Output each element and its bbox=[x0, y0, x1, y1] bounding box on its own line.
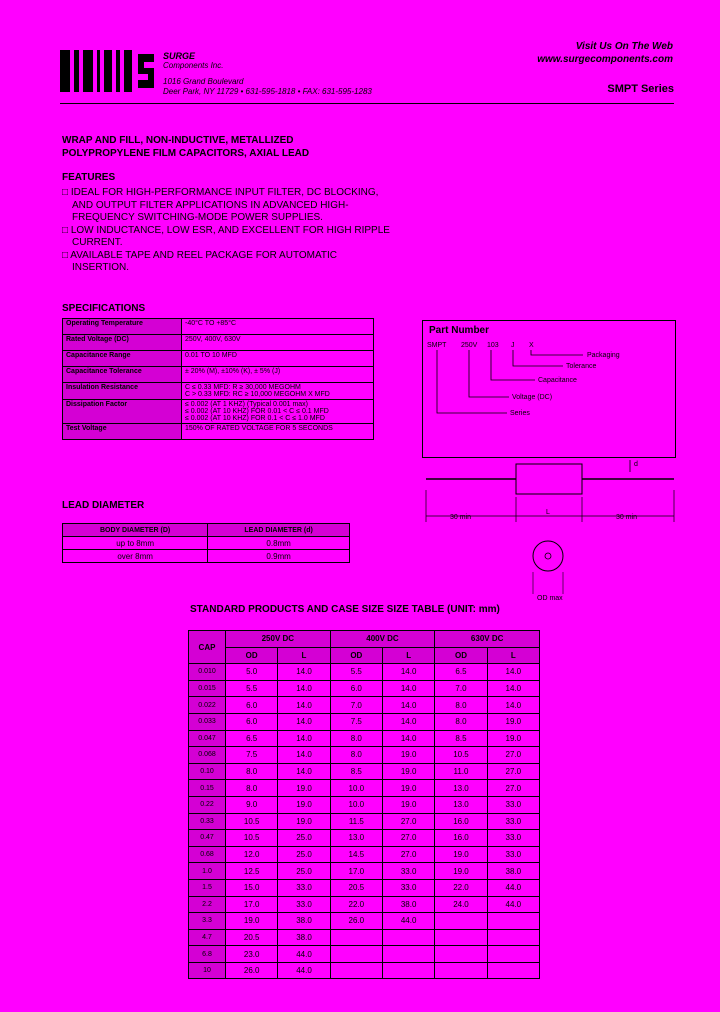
cap-cell: 2.2 bbox=[189, 896, 226, 913]
pn-code-pack: X bbox=[529, 342, 534, 349]
dim-cell: 7.5 bbox=[330, 713, 382, 730]
dim-cell: 13.0 bbox=[330, 830, 382, 847]
cap-cell: 0.10 bbox=[189, 763, 226, 780]
dim-cell: 14.0 bbox=[382, 730, 434, 747]
cap-cell: 6.8 bbox=[189, 946, 226, 963]
capacitor-body bbox=[516, 464, 582, 494]
dim-cell: 44.0 bbox=[382, 913, 434, 930]
lead-col-header: BODY DIAMETER (D) bbox=[63, 524, 208, 537]
group-630v: 630V DC bbox=[435, 631, 540, 648]
dim-body-diameter: OD max bbox=[537, 595, 563, 602]
group-250v: 250V DC bbox=[226, 631, 331, 648]
pn-code-tol: J bbox=[511, 342, 515, 349]
spec-value: C ≤ 0.33 MFD: R ≥ 30,000 MEGOHM C > 0.33 MFD: RC ≥ 10,000 MEGOHM X MFD bbox=[182, 383, 374, 400]
dim-cell: 8.0 bbox=[330, 730, 382, 747]
web-url[interactable]: www.surgecomponents.com bbox=[537, 54, 673, 65]
company-sub: Components Inc. bbox=[163, 61, 224, 70]
table-row bbox=[189, 896, 540, 913]
sub-header: L bbox=[278, 647, 330, 664]
spec-label: Capacitance Range bbox=[63, 351, 182, 367]
dim-cell bbox=[435, 946, 487, 963]
dim-cell: 33.0 bbox=[487, 813, 539, 830]
dim-cell: 19.0 bbox=[278, 780, 330, 797]
cap-cell: 10 bbox=[189, 962, 226, 979]
dim-cell: 27.0 bbox=[487, 747, 539, 764]
table-row bbox=[63, 550, 350, 563]
dim-cell bbox=[330, 946, 382, 963]
dim-cell: 6.0 bbox=[226, 713, 278, 730]
spec-row bbox=[63, 367, 374, 383]
dim-cell: 38.0 bbox=[487, 863, 539, 880]
dim-cell: 13.0 bbox=[435, 780, 487, 797]
spec-value: 150% OF RATED VOLTAGE FOR 5 SECONDS bbox=[182, 424, 374, 440]
dim-cell: 7.0 bbox=[330, 697, 382, 714]
dim-cell: 8.5 bbox=[330, 763, 382, 780]
table-row bbox=[189, 730, 540, 747]
pn-code-cap: 103 bbox=[487, 342, 499, 349]
cap-cell: 0.47 bbox=[189, 830, 226, 847]
sub-header: OD bbox=[330, 647, 382, 664]
dim-cell: 10.5 bbox=[226, 813, 278, 830]
products-table-body bbox=[189, 664, 540, 979]
dim-right-lead: 30 min bbox=[616, 514, 638, 521]
company-address: 1016 Grand Boulevard bbox=[163, 77, 244, 86]
company-info bbox=[163, 51, 372, 97]
table-row bbox=[189, 747, 540, 764]
dim-cell: 27.0 bbox=[382, 830, 434, 847]
dim-cell: 38.0 bbox=[278, 929, 330, 946]
dim-cell: 24.0 bbox=[435, 896, 487, 913]
table-row bbox=[189, 780, 540, 797]
spec-label: Dissipation Factor bbox=[63, 400, 182, 424]
dim-cell bbox=[382, 946, 434, 963]
header-divider bbox=[60, 103, 674, 104]
dim-cell: 14.5 bbox=[330, 846, 382, 863]
dim-cell: 7.0 bbox=[435, 680, 487, 697]
dim-cell: 44.0 bbox=[487, 879, 539, 896]
cap-cell: 0.33 bbox=[189, 813, 226, 830]
dim-cell: 14.0 bbox=[278, 730, 330, 747]
table-row bbox=[189, 763, 540, 780]
pn-label-packaging: Packaging bbox=[587, 352, 620, 359]
dim-cell bbox=[435, 913, 487, 930]
dim-left-lead: 30 min bbox=[450, 514, 472, 521]
table-row bbox=[189, 680, 540, 697]
table-row bbox=[189, 929, 540, 946]
cap-cell: 3.3 bbox=[189, 913, 226, 930]
dim-cell: 26.0 bbox=[330, 913, 382, 930]
table-row bbox=[189, 664, 540, 681]
dim-cell: 19.0 bbox=[382, 780, 434, 797]
dim-cell: 16.0 bbox=[435, 830, 487, 847]
dim-cell: 14.0 bbox=[487, 664, 539, 681]
pn-label-capacitance: Capacitance bbox=[538, 377, 577, 384]
dim-cell: 8.0 bbox=[435, 697, 487, 714]
dim-cell: 8.0 bbox=[330, 747, 382, 764]
cap-cell: 0.033 bbox=[189, 713, 226, 730]
dim-cell: 20.5 bbox=[330, 879, 382, 896]
dim-cell: 27.0 bbox=[487, 763, 539, 780]
dim-cell: 19.0 bbox=[382, 747, 434, 764]
dim-cell bbox=[435, 962, 487, 979]
dim-cell bbox=[330, 962, 382, 979]
spec-label: Operating Temperature bbox=[63, 319, 182, 335]
dim-cell: 8.0 bbox=[226, 763, 278, 780]
dim-cell: 16.0 bbox=[435, 813, 487, 830]
series-title: SMPT Series bbox=[607, 83, 674, 95]
dim-cell: 7.5 bbox=[226, 747, 278, 764]
dim-cell: 22.0 bbox=[330, 896, 382, 913]
products-table bbox=[188, 630, 540, 979]
dim-cell: 38.0 bbox=[382, 896, 434, 913]
dim-cell bbox=[382, 962, 434, 979]
cap-cell: 1.5 bbox=[189, 879, 226, 896]
pn-label-voltage: Voltage (DC) bbox=[512, 394, 553, 401]
table-row bbox=[189, 830, 540, 847]
spec-value: ≤ 0.002 (AT 1 KHZ) (Typical 0.001 max) ≤ 0.002 (AT 10 KHZ) FOR 0.01 < C ≤ 0.1 MFD ≤ 0.002 (AT 10 KHZ) FOR 0.1 < C ≤ 1.0 MFD bbox=[182, 400, 374, 424]
dim-cell: 14.0 bbox=[382, 713, 434, 730]
lead-col-header: LEAD DIAMETER (d) bbox=[208, 524, 350, 537]
sub-header: L bbox=[487, 647, 539, 664]
dim-cell: 25.0 bbox=[278, 830, 330, 847]
dim-cell: 10.5 bbox=[226, 830, 278, 847]
dim-cell: 33.0 bbox=[487, 796, 539, 813]
col-cap: CAP bbox=[189, 631, 226, 664]
dim-cell: 15.0 bbox=[226, 879, 278, 896]
dim-cell: 33.0 bbox=[278, 879, 330, 896]
feature-item: □ AVAILABLE TAPE AND REEL PACKAGE FOR AUTOMATIC INSERTION. bbox=[62, 249, 338, 273]
dim-cell: 10.0 bbox=[330, 780, 382, 797]
lead-cell: 0.8mm bbox=[208, 537, 350, 550]
dim-lead-d: d bbox=[634, 461, 638, 468]
spec-row bbox=[63, 424, 374, 440]
dim-cell: 33.0 bbox=[278, 896, 330, 913]
feature-item: □ LOW INDUCTANCE, LOW ESR, AND EXCELLENT FOR HIGH RIPPLE CURRENT. bbox=[62, 224, 390, 248]
cap-cell: 0.068 bbox=[189, 747, 226, 764]
dim-cell: 14.0 bbox=[382, 664, 434, 681]
spec-row bbox=[63, 400, 374, 424]
spec-row bbox=[63, 383, 374, 400]
spec-row bbox=[63, 351, 374, 367]
dim-cell: 17.0 bbox=[226, 896, 278, 913]
cap-cell: 0.68 bbox=[189, 846, 226, 863]
dim-cell: 27.0 bbox=[487, 780, 539, 797]
cap-cell: 0.047 bbox=[189, 730, 226, 747]
pn-label-tolerance: Tolerance bbox=[566, 363, 597, 370]
company-contact: Deer Park, NY 11729 • 631-595-1818 • FAX: 631-595-1283 bbox=[163, 87, 372, 96]
table-row bbox=[189, 796, 540, 813]
spec-value: 250V, 400V, 630V bbox=[182, 335, 374, 351]
cap-cell: 4.7 bbox=[189, 929, 226, 946]
dim-cell: 5.0 bbox=[226, 664, 278, 681]
table-title: STANDARD PRODUCTS AND CASE SIZE SIZE TABLE (UNIT: mm) bbox=[190, 604, 500, 615]
dim-cell: 22.0 bbox=[435, 879, 487, 896]
web-block bbox=[537, 40, 673, 66]
dim-cell: 17.0 bbox=[330, 863, 382, 880]
pn-code-voltage: 250V bbox=[461, 342, 478, 349]
title-line2: POLYPROPYLENE FILM CAPACITORS, AXIAL LEAD bbox=[62, 148, 310, 159]
dim-cell: 19.0 bbox=[278, 796, 330, 813]
feature-item: □ IDEAL FOR HIGH-PERFORMANCE INPUT FILTER, DC BLOCKING, AND OUTPUT FILTER APPLICATIONS IN ADVANCED HIGH-FREQUENCY SWITCHING-MODE POWER SUPPLIES. bbox=[62, 187, 379, 223]
dim-cell bbox=[487, 962, 539, 979]
specs-heading: SPECIFICATIONS bbox=[62, 303, 146, 314]
dim-cell: 14.0 bbox=[278, 697, 330, 714]
dim-cell bbox=[487, 929, 539, 946]
table-row bbox=[189, 697, 540, 714]
spec-row bbox=[63, 335, 374, 351]
dim-cell: 33.0 bbox=[382, 863, 434, 880]
spec-label: Test Voltage bbox=[63, 424, 182, 440]
dim-cell: 8.0 bbox=[226, 780, 278, 797]
group-400v: 400V DC bbox=[330, 631, 435, 648]
dim-cell: 12.5 bbox=[226, 863, 278, 880]
dim-cell: 25.0 bbox=[278, 863, 330, 880]
lead-cell: over 8mm bbox=[63, 550, 208, 563]
company-name: SURGE bbox=[163, 51, 196, 61]
dim-cell: 9.0 bbox=[226, 796, 278, 813]
lead-cell: 0.9mm bbox=[208, 550, 350, 563]
dim-cell: 25.0 bbox=[278, 846, 330, 863]
sub-header: OD bbox=[435, 647, 487, 664]
dim-cell: 19.0 bbox=[382, 796, 434, 813]
company-logo bbox=[60, 50, 156, 92]
table-row bbox=[189, 863, 540, 880]
dim-cell: 14.0 bbox=[382, 680, 434, 697]
part-number-heading: Part Number bbox=[429, 325, 490, 336]
body-cross-section bbox=[533, 541, 563, 571]
dim-body-length: L bbox=[546, 509, 550, 516]
pn-label-series: Series bbox=[510, 410, 530, 417]
sub-header: OD bbox=[226, 647, 278, 664]
spec-label: Rated Voltage (DC) bbox=[63, 335, 182, 351]
dim-cell: 12.0 bbox=[226, 846, 278, 863]
table-row bbox=[189, 946, 540, 963]
dim-cell: 14.0 bbox=[278, 763, 330, 780]
lead-heading: LEAD DIAMETER bbox=[62, 500, 145, 511]
dim-cell: 19.0 bbox=[226, 913, 278, 930]
dim-cell bbox=[487, 946, 539, 963]
dim-cell: 6.5 bbox=[435, 664, 487, 681]
dim-cell: 44.0 bbox=[278, 962, 330, 979]
dim-cell: 19.0 bbox=[435, 846, 487, 863]
table-row bbox=[189, 713, 540, 730]
dim-cell bbox=[330, 929, 382, 946]
dim-cell: 38.0 bbox=[278, 913, 330, 930]
dim-cell: 20.5 bbox=[226, 929, 278, 946]
spec-value: 0.01 TO 10 MFD bbox=[182, 351, 374, 367]
dim-cell: 14.0 bbox=[278, 747, 330, 764]
cap-cell: 0.022 bbox=[189, 697, 226, 714]
cap-cell: 0.15 bbox=[189, 780, 226, 797]
lead-table bbox=[62, 523, 350, 563]
dim-cell: 14.0 bbox=[278, 664, 330, 681]
dim-cell: 10.5 bbox=[435, 747, 487, 764]
spec-row bbox=[63, 319, 374, 335]
dim-cell: 19.0 bbox=[382, 763, 434, 780]
dim-cell: 19.0 bbox=[278, 813, 330, 830]
dim-cell: 14.0 bbox=[487, 680, 539, 697]
dim-cell: 19.0 bbox=[487, 713, 539, 730]
part-number-diagram bbox=[423, 321, 675, 457]
dim-cell: 13.0 bbox=[435, 796, 487, 813]
part-number-box bbox=[422, 320, 676, 458]
dim-cell: 8.0 bbox=[435, 713, 487, 730]
dim-cell: 14.0 bbox=[278, 713, 330, 730]
dim-cell: 44.0 bbox=[487, 896, 539, 913]
dim-cell: 5.5 bbox=[226, 680, 278, 697]
dim-cell: 11.0 bbox=[435, 763, 487, 780]
features-list bbox=[62, 187, 392, 275]
features-heading: FEATURES bbox=[62, 172, 116, 183]
dim-cell bbox=[435, 929, 487, 946]
dim-cell: 19.0 bbox=[435, 863, 487, 880]
dim-cell: 33.0 bbox=[487, 830, 539, 847]
cap-cell: 1.0 bbox=[189, 863, 226, 880]
dim-cell: 6.0 bbox=[330, 680, 382, 697]
title-line1: WRAP AND FILL, NON-INDUCTIVE, METALLIZED bbox=[62, 135, 294, 146]
dim-cell: 8.5 bbox=[435, 730, 487, 747]
dim-cell: 44.0 bbox=[278, 946, 330, 963]
spec-value: ± 20% (M), ±10% (K), ± 5% (J) bbox=[182, 367, 374, 383]
table-row bbox=[189, 913, 540, 930]
dim-cell: 5.5 bbox=[330, 664, 382, 681]
document-title bbox=[62, 134, 309, 160]
dim-cell: 14.0 bbox=[382, 697, 434, 714]
sub-header: L bbox=[382, 647, 434, 664]
table-row bbox=[63, 537, 350, 550]
web-line1: Visit Us On The Web bbox=[575, 41, 673, 52]
dim-cell: 33.0 bbox=[382, 879, 434, 896]
dim-cell: 33.0 bbox=[487, 846, 539, 863]
dim-cell: 26.0 bbox=[226, 962, 278, 979]
dim-cell: 14.0 bbox=[487, 697, 539, 714]
dim-cell: 10.0 bbox=[330, 796, 382, 813]
dim-cell: 27.0 bbox=[382, 813, 434, 830]
cap-cell: 0.22 bbox=[189, 796, 226, 813]
spec-label: Capacitance Tolerance bbox=[63, 367, 182, 383]
spec-label: Insulation Resistance bbox=[63, 383, 182, 400]
dim-cell bbox=[487, 913, 539, 930]
table-row bbox=[189, 813, 540, 830]
pn-code-series: SMPT bbox=[427, 342, 447, 349]
dim-cell: 19.0 bbox=[487, 730, 539, 747]
cap-cell: 0.010 bbox=[189, 664, 226, 681]
dim-cell: 6.0 bbox=[226, 697, 278, 714]
dim-cell: 11.5 bbox=[330, 813, 382, 830]
cap-cell: 0.015 bbox=[189, 680, 226, 697]
table-row bbox=[189, 879, 540, 896]
dim-cell: 23.0 bbox=[226, 946, 278, 963]
table-row bbox=[189, 962, 540, 979]
dim-cell: 6.5 bbox=[226, 730, 278, 747]
table-row bbox=[189, 846, 540, 863]
specs-table bbox=[62, 318, 374, 440]
spec-value: -40°C TO +85°C bbox=[182, 319, 374, 335]
capacitor-dimension-drawing bbox=[420, 452, 680, 608]
dim-cell: 14.0 bbox=[278, 680, 330, 697]
dim-cell bbox=[382, 929, 434, 946]
dim-cell: 27.0 bbox=[382, 846, 434, 863]
lead-cell: up to 8mm bbox=[63, 537, 208, 550]
